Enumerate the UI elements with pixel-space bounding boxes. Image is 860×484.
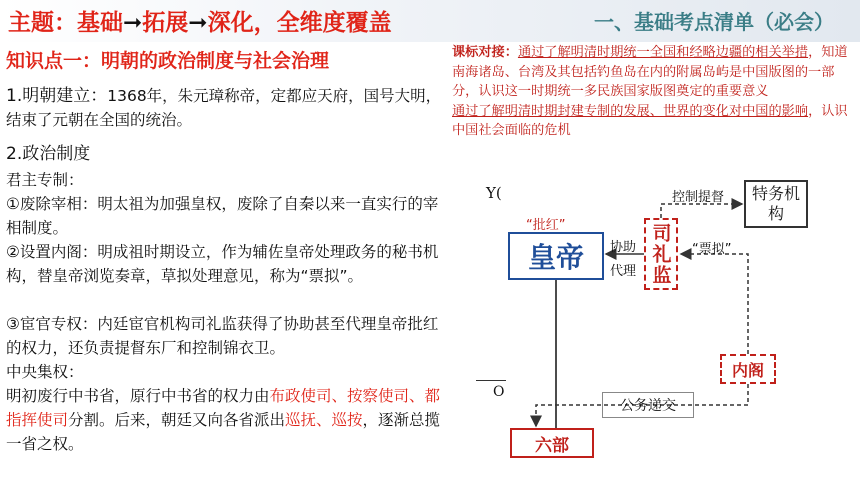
arrow-icon: ➞ [188, 10, 208, 36]
section-heading: 一、基础考点清单（必会） [594, 10, 834, 34]
header-bar [0, 0, 860, 42]
curriculum-standards [452, 43, 856, 141]
eunuch-item: ③宦官专权：内廷宦官机构司礼监获得了协助甚至代理皇帝批红的权力，还负责提督东厂和控制锦衣卫。 [6, 315, 439, 357]
assist-label: 协助 [610, 240, 637, 255]
title-part-3: 深化，全维度覆盖 [207, 10, 392, 36]
cabinet-item: ②设置内阁：明成祖时期设立，作为辅佐皇帝处理政务的秘书机构，替皇帝浏览奏章，草拟处理意见，称为“票拟”。 [6, 243, 439, 285]
standards-line2-rest: ，认识中国社会面临的危机 [452, 103, 848, 138]
ming-founding-paragraph [6, 84, 446, 132]
cabinet-box: 内阁 [720, 354, 776, 384]
provincial-offices-highlight: 布政使司、按察使司、都指挥使司 [6, 387, 441, 429]
pihong-label: “批红” [526, 218, 566, 233]
document-transfer-box: 公务递交 [602, 392, 694, 418]
standards-line1-rest: ，知道南海诸岛、台湾及其包括钓鱼岛在内的附属岛屿是中国版图的一部分，认识这一时期统一多民族国家版图奠定的重要意义 [452, 45, 848, 99]
standards-line2-underlined: 通过了解明清时期封建专制的发展、世界的变化对中国的影响 [452, 103, 809, 119]
political-system-heading: 2.政治制度 [6, 144, 91, 164]
axis-origin-label: O [493, 384, 505, 400]
provincial-text-b: 分割。后来，朝廷又向各省派出 [68, 411, 286, 429]
title-part-1: 主题：基础 [8, 10, 123, 36]
silijian-box: 司礼监 [644, 218, 678, 290]
arrow-icon: ➞ [123, 10, 143, 36]
axis-y-label: Y( [486, 184, 502, 202]
power-structure-diagram [476, 180, 860, 470]
piaoni-label: “票拟” [692, 242, 732, 257]
supervise-label: 控制提督 [672, 190, 725, 205]
abolish-chancellor-item: ①废除宰相：明太祖为加强皇权，废除了自秦以来一直实行的宰相制度。 [6, 195, 439, 237]
knowledge-point-title: 知识点一：明朝的政治制度与社会治理 [6, 50, 330, 72]
ming-founding-text: 1368年，朱元璋称帝，定都应天府，国号大明，结束了元朝在全国的统治。 [6, 87, 442, 129]
standards-label: 课标对接： [452, 45, 518, 60]
centralization-heading: 中央集权： [6, 363, 84, 381]
provincial-text-c: ，逐渐总揽一省之权。 [6, 411, 441, 453]
slide-title [8, 4, 392, 37]
standards-line1-underlined: 通过了解明清时期统一全国和经略边疆的相关举措 [517, 45, 809, 60]
ming-founding-heading: 1.明朝建立： [6, 86, 108, 106]
secret-police-box: 特务机构 [744, 180, 808, 228]
autocracy-heading: 君主专制： [6, 171, 84, 189]
provincial-reform-item [6, 384, 446, 456]
provincial-text-a: 明初废行中书省，原行中书省的权力由 [6, 387, 270, 405]
emperor-box: 皇帝 [508, 232, 604, 280]
title-part-2: 拓展 [142, 10, 189, 36]
six-ministries-box: 六部 [510, 428, 594, 458]
inspectors-highlight: 巡抚、巡按 [285, 411, 363, 429]
proxy-label: 代理 [610, 264, 637, 279]
